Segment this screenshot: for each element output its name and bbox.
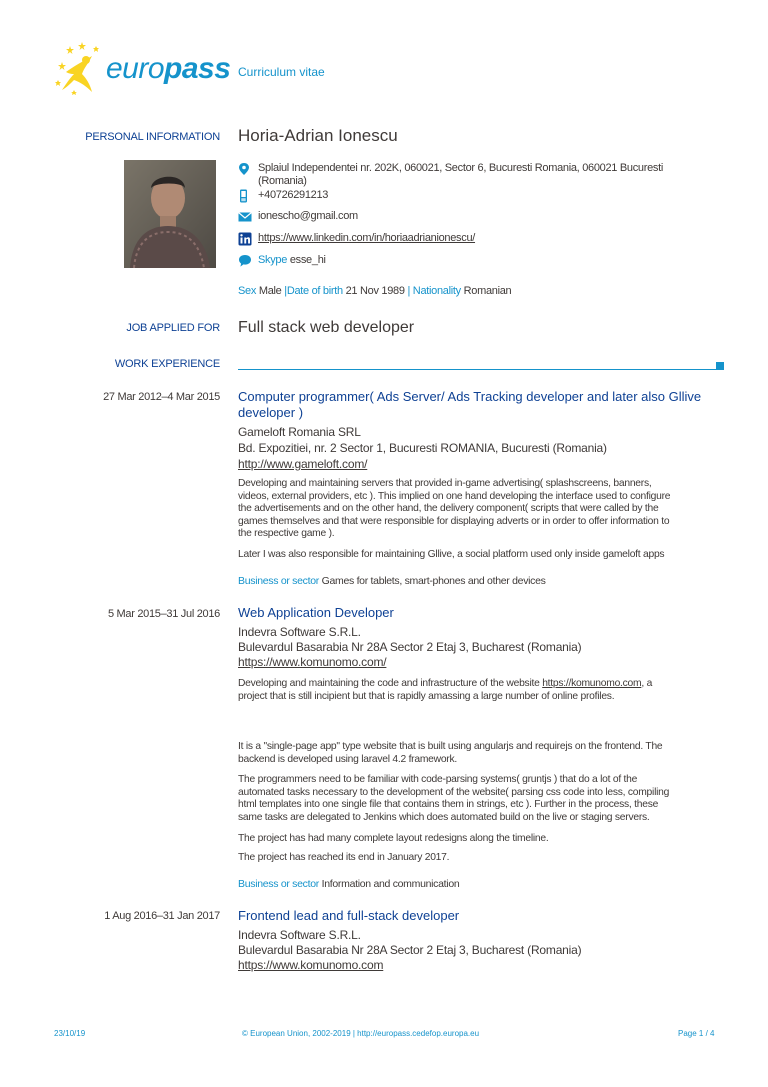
entry-3-title: Frontend lead and full-stack developer bbox=[238, 908, 460, 923]
linkedin-link[interactable]: https://www.linkedin.com/in/horiaadrianionescu/ bbox=[258, 232, 476, 244]
dob-label: Date of birth bbox=[286, 285, 343, 297]
europass-logo bbox=[52, 40, 232, 96]
entry-2-desc-line: same tasks are delegated to Jenkins which does automated build on the live or staging servers. bbox=[238, 811, 650, 823]
address-line-2: (Romania) bbox=[258, 175, 307, 187]
address-line-1: Splaiul Independentei nr. 202K, 060021, Sector 6, Bucuresti Romania, 060021 Bucuresti bbox=[258, 162, 664, 174]
skype-label: Skype bbox=[258, 254, 288, 266]
entry-3-url[interactable]: https://www.komunomo.com bbox=[238, 958, 384, 972]
personal-details-line bbox=[238, 285, 511, 297]
sector-label: Business or sector bbox=[238, 575, 319, 587]
entry-2-description-3 bbox=[238, 774, 728, 824]
location-pin-icon bbox=[238, 162, 254, 176]
entry-2-dates: 5 Mar 2015–31 Jul 2016 bbox=[107, 608, 220, 620]
entry-2-desc-line: automated tasks necessary to the development of the website( parsing css code into less, compiling bbox=[238, 786, 670, 798]
entry-2-address: Bulevardul Basarabia Nr 28A Sector 2 Etaj 3, Bucharest (Romania) bbox=[238, 640, 582, 654]
profile-photo bbox=[124, 160, 216, 268]
candidate-name: Horia-Adrian Ionescu bbox=[238, 126, 398, 145]
email-envelope-icon bbox=[238, 210, 254, 224]
email-address[interactable]: ionescho@gmail.com bbox=[258, 210, 358, 222]
entry-2-description-2 bbox=[238, 741, 728, 766]
chat-bubble-icon bbox=[238, 254, 254, 268]
personal-information-label: PERSONAL INFORMATION bbox=[85, 131, 220, 143]
entry-1-desc-line: the advertisements and on the other hand, the delivery component( scripts that were called by the bbox=[238, 503, 659, 514]
entry-1-desc-line: videos, external providers, etc ). This implied on one hand developing the interface used to configure bbox=[238, 490, 671, 502]
entry-2-desc-line: Developing and maintaining the code and infrastructure of the website https://komunomo.com, a bbox=[238, 678, 653, 689]
entry-1-desc-line: Developing and maintaining servers that provided in-game advertising( splashscreens, banners, bbox=[238, 478, 652, 489]
entry-3-dates: 1 Aug 2016–31 Jan 2017 bbox=[104, 910, 220, 922]
footer-copyright: © European Union, 2002-2019 | http://europass.cedefop.europa.eu bbox=[242, 1029, 480, 1038]
sector-value: Information and communication bbox=[321, 878, 460, 890]
phone-number: +40726291213 bbox=[258, 189, 329, 201]
europass-stars-figure-icon bbox=[52, 40, 112, 96]
entry-1-dates: 27 Mar 2012–4 Mar 2015 bbox=[103, 391, 220, 403]
email-row bbox=[238, 210, 358, 224]
entry-1-sector bbox=[238, 575, 546, 587]
separator-2: | bbox=[407, 285, 411, 297]
logo-wordmark: europass bbox=[106, 52, 231, 85]
entry-2-description-5: The project has reached its end in January 2017. bbox=[238, 852, 450, 863]
nationality-value: Romanian bbox=[463, 285, 512, 297]
entry-2-description-4: The project has had many complete layout redesigns along the timeline. bbox=[238, 833, 549, 844]
entry-2-desc-line: backend is developed using laravel 4.2 framework. bbox=[238, 753, 457, 765]
entry-1-url[interactable]: http://www.gameloft.com/ bbox=[238, 457, 368, 471]
entry-1-address: Bd. Expozitiei, nr. 2 Sector 1, Bucuresti ROMANIA, Bucuresti (Romania) bbox=[238, 441, 607, 455]
entry-1-description-2: Later I was also responsible for maintaining Gllive, a social platform used only inside gameloft apps bbox=[238, 549, 665, 560]
address-row bbox=[238, 162, 663, 188]
nationality-label: Nationality bbox=[412, 285, 461, 297]
section-divider-square bbox=[716, 362, 724, 370]
phone-row bbox=[238, 189, 328, 203]
dob-value: 21 Nov 1989 bbox=[345, 285, 405, 297]
entry-1-desc-line: the respective game ). bbox=[238, 528, 335, 539]
entry-2-desc-line: project that is still incipient but that is rapidly amassing a large number of online profiles. bbox=[238, 690, 615, 702]
linkedin-icon bbox=[238, 232, 254, 246]
skype-row bbox=[238, 254, 326, 268]
sex-label: Sex bbox=[238, 285, 257, 297]
job-applied-value: Full stack web developer bbox=[238, 319, 415, 336]
entry-2-desc-line: html templates into one single file that contains them in strings, etc ). Further in the process, these bbox=[238, 799, 659, 810]
footer-date: 23/10/19 bbox=[54, 1029, 86, 1038]
document-title: Curriculum vitae bbox=[238, 65, 325, 79]
entry-2-desc-line: It is a "single-page app" type website that is built using angularjs and requirejs on the frontend. The bbox=[238, 741, 663, 752]
entry-3-address: Bulevardul Basarabia Nr 28A Sector 2 Etaj 3, Bucharest (Romania) bbox=[238, 943, 582, 957]
work-experience-label: WORK EXPERIENCE bbox=[114, 358, 220, 370]
entry-1-description bbox=[238, 478, 728, 541]
entry-1-title bbox=[238, 389, 728, 421]
entry-1-title-line-1: Computer programmer( Ads Server/ Ads Tracking developer and later also Gllive bbox=[238, 389, 702, 404]
entry-1-desc-line: games themselves and that were responsible for displaying adverts or in order to offer information to bbox=[238, 515, 670, 527]
sector-value: Games for tablets, smart-phones and other devices bbox=[321, 575, 546, 587]
job-applied-label: JOB APPLIED FOR bbox=[126, 322, 220, 334]
skype-handle: esse_hi bbox=[289, 254, 326, 266]
entry-3-employer: Indevra Software S.R.L. bbox=[238, 928, 361, 942]
entry-2-description-1 bbox=[238, 678, 728, 703]
mobile-phone-icon bbox=[238, 189, 254, 203]
sex-value: Male bbox=[258, 285, 282, 297]
sector-label: Business or sector bbox=[238, 878, 319, 890]
profile-photo-image bbox=[124, 160, 216, 268]
entry-1-employer: Gameloft Romania SRL bbox=[238, 425, 361, 439]
entry-2-title: Web Application Developer bbox=[238, 605, 394, 620]
entry-2-desc-line: The programmers need to be familiar with code-parsing systems( gruntjs ) that do a lot of the bbox=[238, 774, 638, 785]
separator-1: | bbox=[284, 285, 287, 297]
entry-2-sector bbox=[238, 878, 459, 890]
linkedin-row bbox=[238, 232, 475, 246]
footer-page-number: Page 1 / 4 bbox=[678, 1029, 715, 1038]
entry-1-title-line-2: developer ) bbox=[238, 405, 304, 420]
section-divider-line bbox=[238, 369, 716, 370]
entry-2-url[interactable]: https://www.komunomo.com/ bbox=[238, 655, 387, 669]
komunomo-link[interactable]: https://komunomo.com bbox=[542, 678, 642, 689]
entry-2-employer: Indevra Software S.R.L. bbox=[238, 625, 361, 639]
